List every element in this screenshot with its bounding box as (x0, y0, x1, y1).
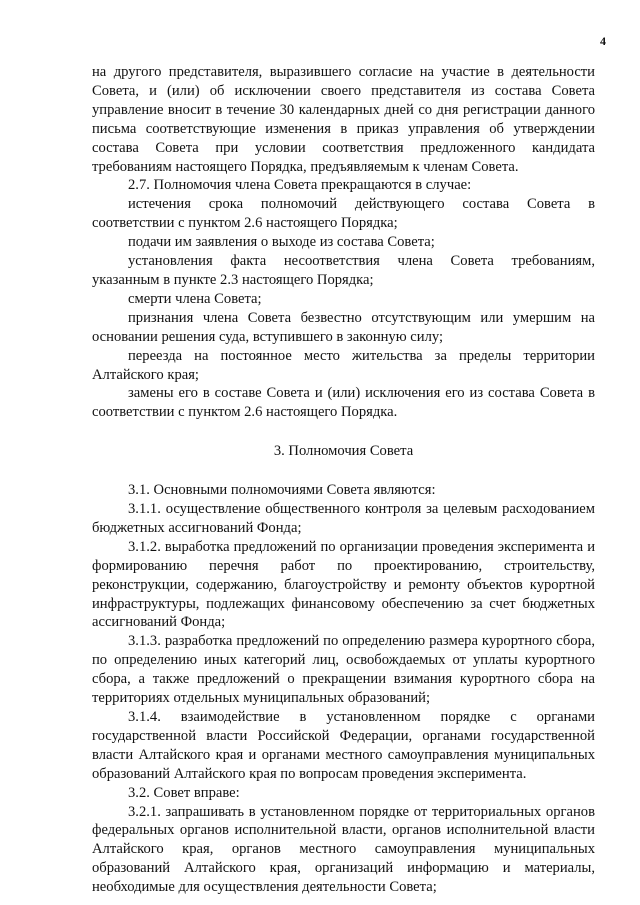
paragraph-3-1-2: 3.1.2. выработка предложений по организации проведения эксперимента и формированию перечня работ по проектированию, строительству, реконструкции, содержанию, благоустройству и ремонту объектов курортной инфраструктуры, подлежащих финансовому обеспечению за счет бюджетных ассигнований Фонда; (92, 538, 595, 631)
paragraph-term-expiry: истечения срока полномочий действующего состава Совета в соответствии с пунктом 2.6 настоящего Порядка; (92, 196, 595, 232)
paragraph-2-7: 2.7. Полномочия члена Совета прекращаются в случае: (128, 177, 472, 194)
paragraph-relocation: переезда на постоянное место жительства за пределы территории Алтайского края; (92, 347, 595, 383)
paragraph-noncompliance: установления факта несоответствия члена Совета требованиям, указанным в пункте 2.3 настоящего Порядка; (92, 253, 595, 288)
paragraph-3-2: 3.2. Совет вправе: (128, 784, 240, 801)
paragraph-3-2-1: 3.2.1. запрашивать в установленном порядке от территориальных органов федеральных органов исполнительной власти, органов исполнительной власти Алтайского края, органов местного самоуправления муниципальных образований Алтайского края, организаций информацию и материалы, необходимые для осуществления деятельности Совета; (92, 803, 595, 896)
page-number: 4 (600, 34, 606, 48)
paragraph-replacement: замены его в составе Совета и (или) исключения его из состава Совета в соответствии с пунктом 2.6 настоящего Порядка. (92, 385, 595, 421)
paragraph-resignation: подачи им заявления о выходе из состава Совета; (128, 234, 435, 251)
paragraph-missing: признания члена Совета безвестно отсутствующим или умершим на основании решения суда, вступившего в законную силу; (92, 309, 595, 345)
paragraph-death: смерти члена Совета; (128, 290, 262, 307)
paragraph-3-1-4: 3.1.4. взаимодействие в установленном порядке с органами государственной власти Российской Федерации, органами государственной власти Алтайского края и органами местного самоуправления муниципальных образований Алтайского края по вопросам проведения эксперимента. (92, 709, 595, 782)
document-body (92, 63, 595, 897)
section-title: 3. Полномочия Совета (273, 443, 414, 460)
paragraph-3-1: 3.1. Основными полномочиями Совета являются: (128, 482, 436, 499)
paragraph-3-1-1: 3.1.1. осуществление общественного контроля за целевым расходованием бюджетных ассигнований Фонда; (92, 501, 595, 536)
paragraph-3-1-3: 3.1.3. разработка предложений по определению размера курортного сбора, по определению иных категорий лиц, освобождаемых от уплаты курортного сбора, а также предложений о прекращении взимания курортного сбора на территориях отдельных муниципальных образований; (92, 633, 595, 707)
paragraph-continuation: на другого представителя, выразившего согласие на участие в деятельности Совета, и (или) об исключении своего представителя из состава Совета управление вносит в течение 30 календарных дней со дня регистрации данного письма соответствующие изменения в приказ управления об утверждении состава Совета при условии соответствия предложенного кандидата требованиям настоящего Порядка, предъявляемым к членам Совета. (92, 64, 595, 175)
